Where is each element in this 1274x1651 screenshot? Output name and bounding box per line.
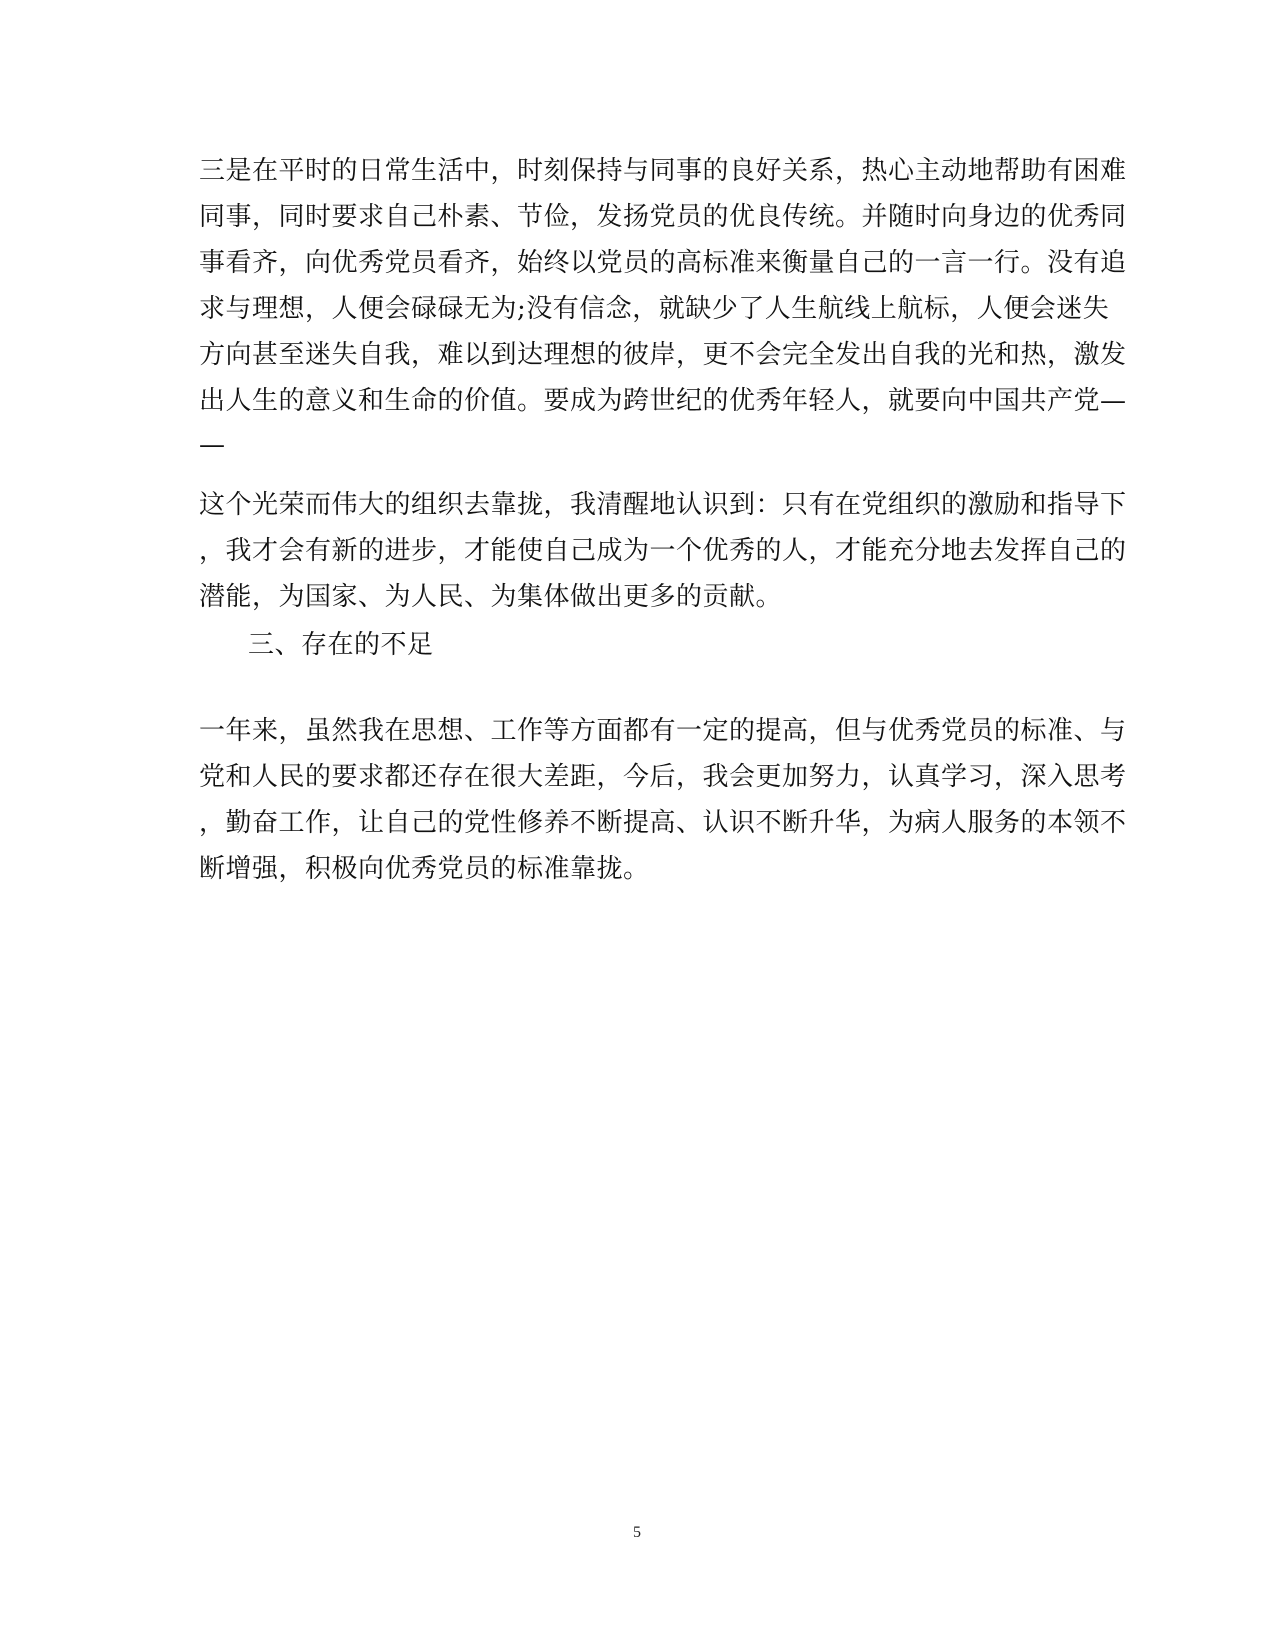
paragraph-line: ，我才会有新的进步，才能使自己成为一个优秀的人，才能充分地去发挥自己的 [199,536,1127,566]
paragraph-line: 方向甚至迷失自我，难以到达理想的彼岸，更不会完全发出自我的光和热，激发 [199,340,1127,370]
paragraph-line: — [199,430,226,460]
paragraph-line: 三是在平时的日常生活中，时刻保持与同事的良好关系，热心主动地帮助有困难 [199,156,1127,186]
paragraph-line: ，勤奋工作，让自己的党性修养不断提高、认识不断升华，为病人服务的本领不 [199,808,1127,838]
section-heading: 三、存在的不足 [248,630,434,660]
paragraph-line: 出人生的意义和生命的价值。要成为跨世纪的优秀年轻人，就要向中国共产党— [199,386,1127,416]
paragraph-line: 这个光荣而伟大的组织去靠拢，我清醒地认识到：只有在党组织的激励和指导下 [199,490,1127,520]
paragraph-line: 求与理想，人便会碌碌无为;没有信念，就缺少了人生航线上航标，人便会迷失 [199,294,1110,324]
paragraph-line: 潜能，为国家、为人民、为集体做出更多的贡献。 [199,582,783,612]
paragraph-line: 断增强，积极向优秀党员的标准靠拢。 [199,854,650,884]
paragraph-line: 一年来，虽然我在思想、工作等方面都有一定的提高，但与优秀党员的标准、与 [199,716,1127,746]
paragraph-line: 事看齐，向优秀党员看齐，始终以党员的高标准来衡量自己的一言一行。没有追 [199,248,1127,278]
paragraph-line: 同事，同时要求自己朴素、节俭，发扬党员的优良传统。并随时向身边的优秀同 [199,202,1127,232]
page-number: 5 [633,1524,641,1541]
paragraph-line: 党和人民的要求都还存在很大差距，今后，我会更加努力，认真学习，深入思考 [199,762,1127,792]
